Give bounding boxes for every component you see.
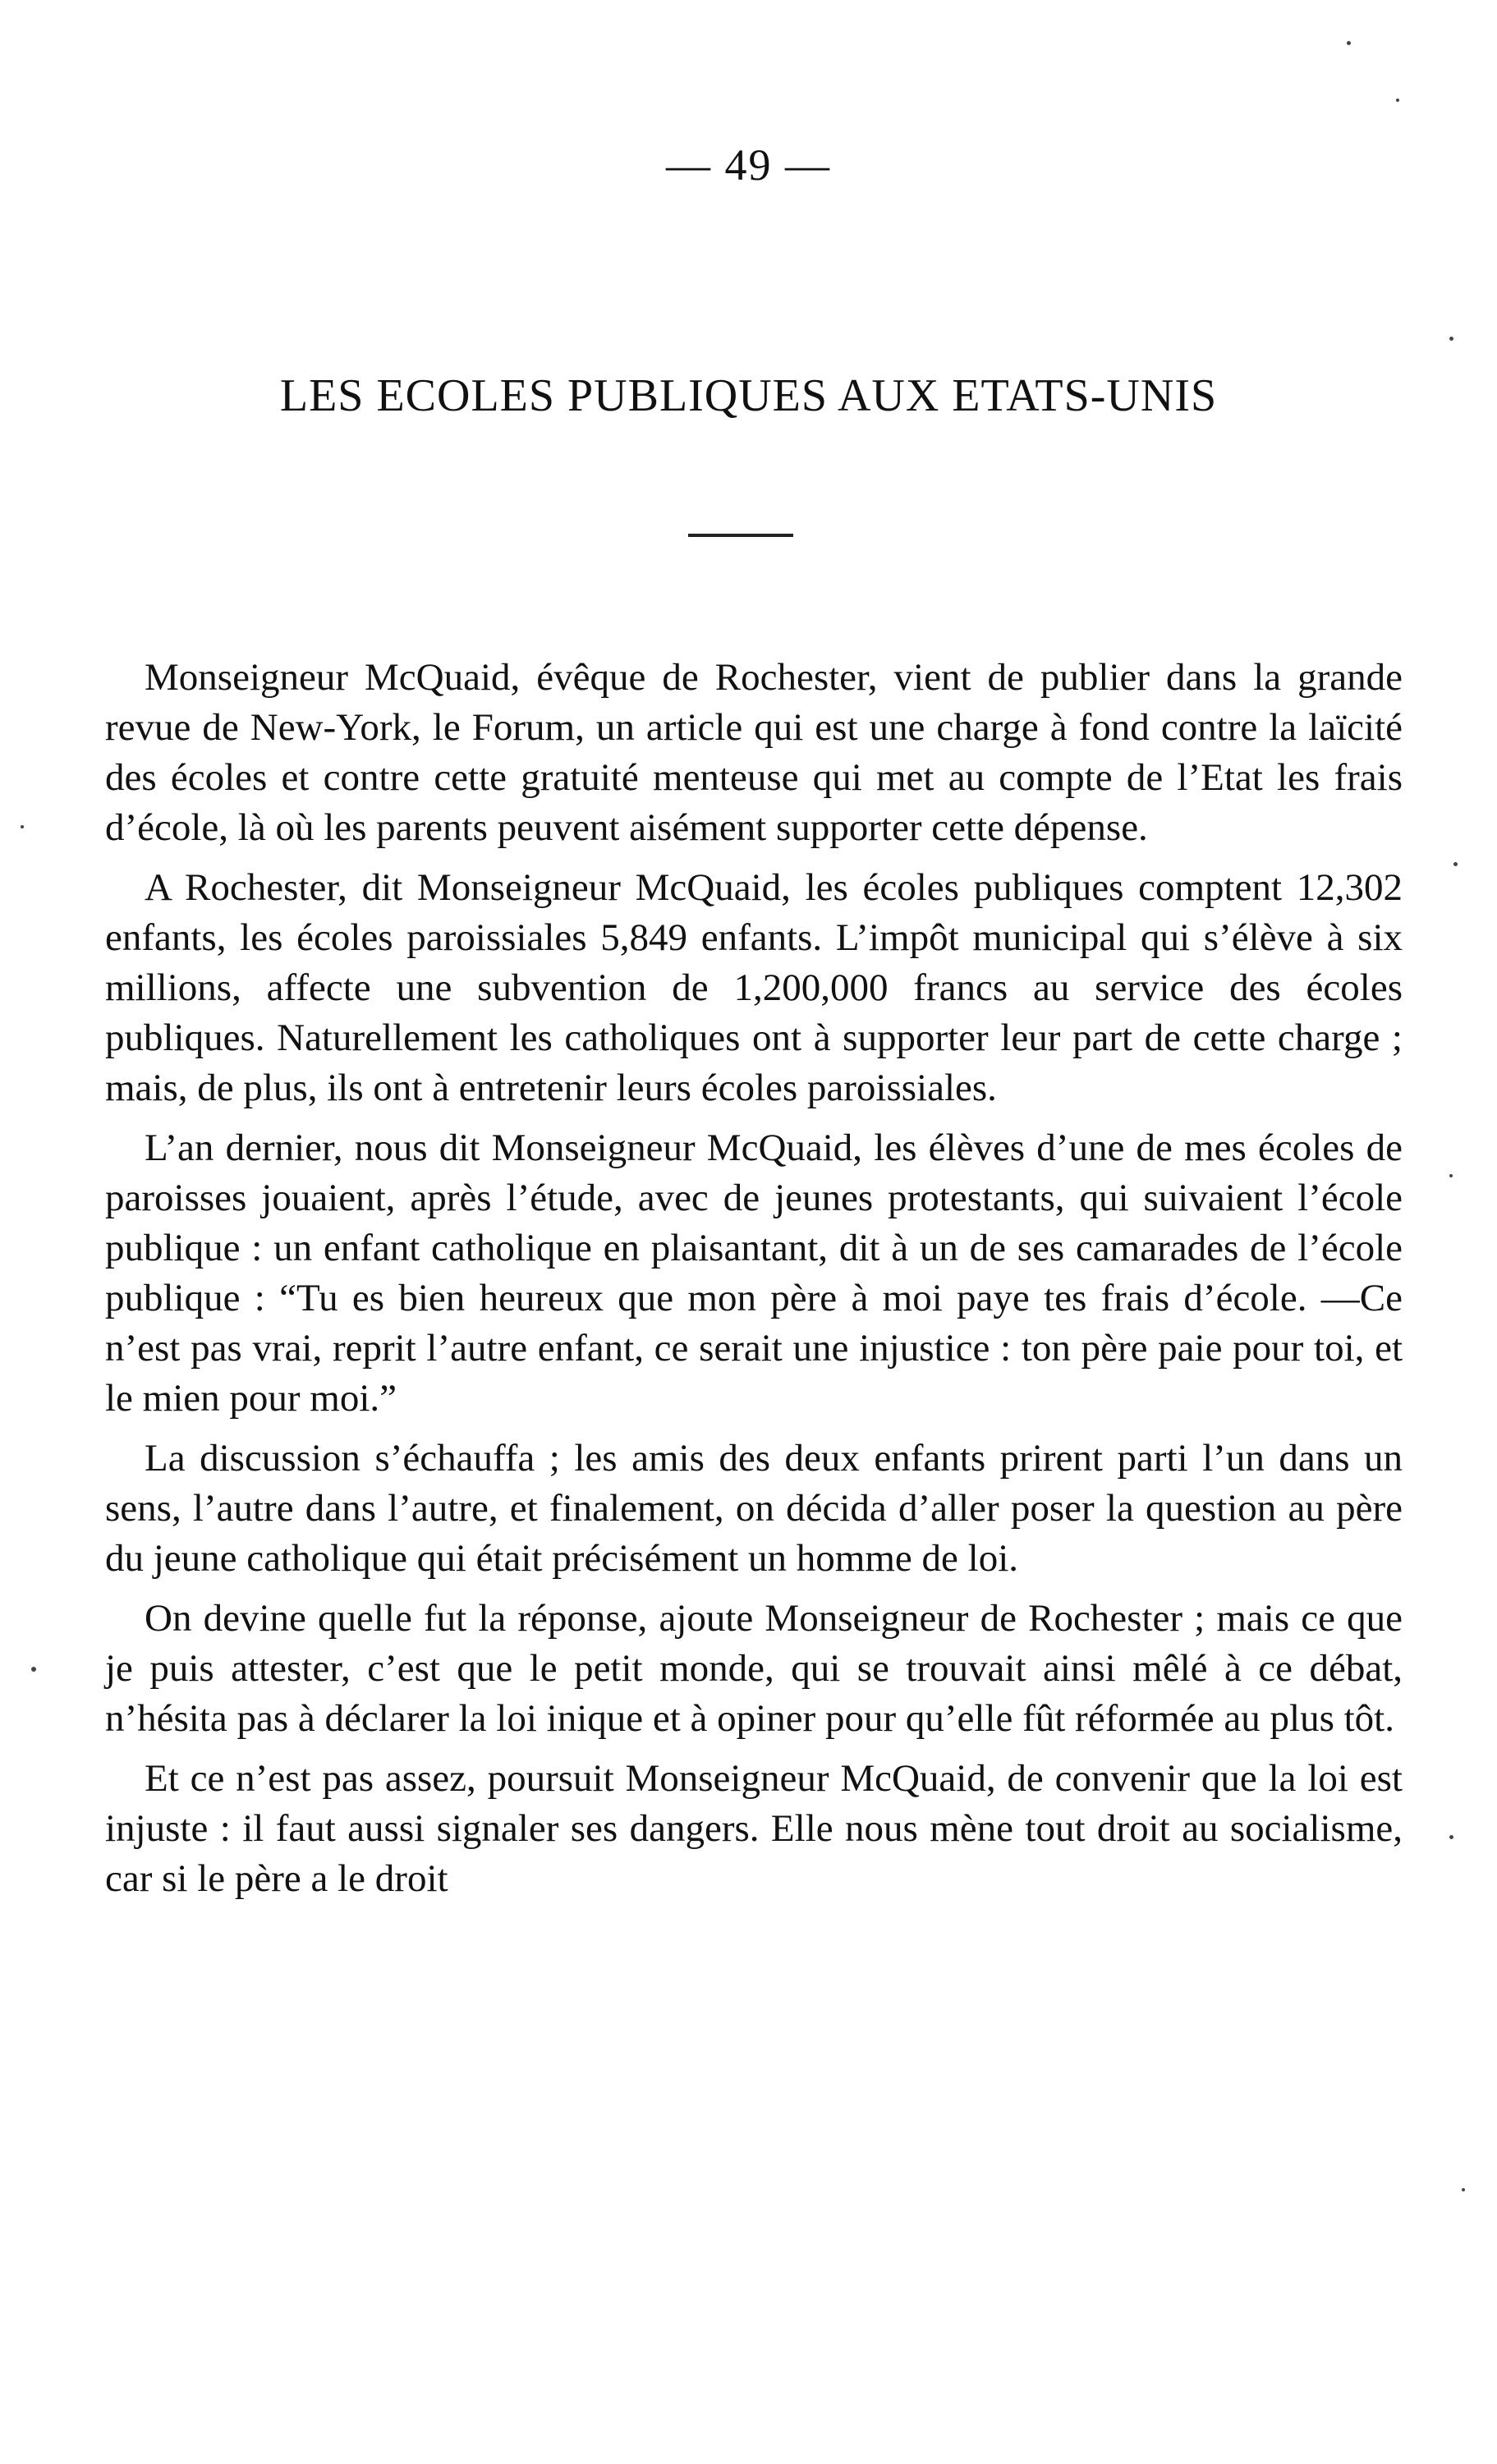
scan-speck bbox=[21, 825, 24, 828]
chapter-title: LES ECOLES PUBLIQUES AUX ETATS-UNIS bbox=[279, 370, 1218, 421]
scan-speck bbox=[1396, 99, 1399, 102]
scan-speck bbox=[1449, 1835, 1453, 1839]
scan-speck bbox=[31, 1667, 36, 1672]
paragraph-4: La discussion s’échauffa ; les amis des deux enfants prirent parti l’un dans un sens, l’autre dans l’autre, et finalement, on décida d’aller poser la question au père du jeune catholique qui était précisément un homme de loi. bbox=[105, 1437, 1403, 1580]
paragraph-3: L’an dernier, nous dit Monseigneur McQuaid, les élèves d’une de mes écoles de paroisses jouaient, après l’étude, avec de jeunes protestants, qui suivaient l’école publique : un enfant catholique en plaisantant, dit à un de ses camarades de l’école publique : “Tu es bien heureux que mon père à moi paye tes frais d’école. —Ce n’est pas vrai, reprit l’autre enfant, ce serait une injustice : ton père paie pour toi, et le mien pour moi.” bbox=[105, 1126, 1403, 1420]
body-text bbox=[105, 653, 1403, 1914]
paragraph-2: A Rochester, dit Monseigneur McQuaid, les écoles publiques comptent 12,302 enfants, les écoles paroissiales 5,849 enfants. L’impôt municipal qui s’élève à six millions, affecte une subvention de 1,200,000 francs au service des écoles publiques. Naturellement les catholiques ont à supporter leur part de cette charge ; mais, de plus, ils ont à entretenir leurs écoles paroissiales. bbox=[105, 866, 1403, 1109]
scan-speck bbox=[1449, 337, 1453, 341]
paragraph-5: On devine quelle fut la réponse, ajoute Monseigneur de Rochester ; mais ce que je puis attester, c’est que le petit monde, qui se trouvait ainsi mêlé à ce débat, n’hésita pas à déclarer la loi inique et à opiner pour qu’elle fût réformée au plus tôt. bbox=[105, 1597, 1403, 1740]
page-number: — 49 — bbox=[666, 140, 831, 190]
scan-speck bbox=[1347, 41, 1351, 45]
paragraph-6: Et ce n’est pas assez, poursuit Monseigneur McQuaid, de convenir que la loi est injuste : il faut aussi signaler ses dangers. Elle nous mène tout droit au socialisme, car si le père a le droit bbox=[105, 1757, 1403, 1900]
scan-speck bbox=[1453, 862, 1458, 866]
scan-speck bbox=[1449, 1174, 1453, 1177]
title-divider bbox=[688, 534, 793, 537]
scan-speck bbox=[1462, 2188, 1465, 2191]
paragraph-1: Monseigneur McQuaid, évêque de Rochester, vient de publier dans la grande revue de New-York, le Forum, un article qui est une charge à fond contre la laïcité des écoles et contre cette gratuité menteuse qui met au compte de l’Etat les frais d’école, là où les parents peuvent aisément supporter cette dépense. bbox=[105, 656, 1403, 849]
